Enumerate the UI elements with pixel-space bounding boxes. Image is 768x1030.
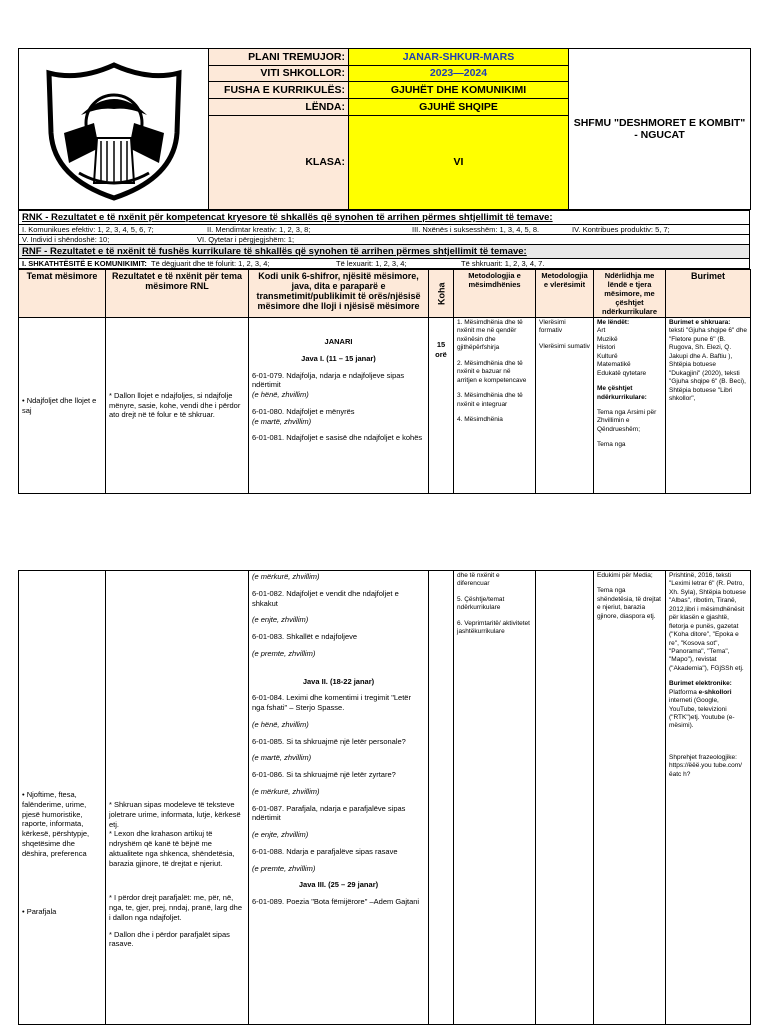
nderlidhja-cell-page-1	[594, 318, 666, 494]
tema-njoftime: • Njoftime, ftesa, falënderime, urime, pjesë humoristike, raporte, informata, kërkesë, përshtypje, shqetësime dhe dëshira, preferenca	[22, 790, 90, 858]
burimet-elektronike	[669, 680, 747, 731]
rnk-individ: V. Individ i shëndoshë: 10;	[22, 235, 110, 244]
rnk-komunikues: I. Komunikues efektiv: 1, 2, 3, 4, 5, 6, 7;	[22, 225, 154, 234]
col-rezultatet: Rezultatet e të nxënit për tema mësimore RNL	[106, 270, 249, 318]
lesson-079	[252, 371, 425, 400]
burimet-cell-page-2	[666, 571, 751, 1025]
rnf-degjuarit: Të dëgjuarit dhe të folurit: 1, 2, 3, 4;	[151, 259, 270, 268]
koha-number: 15	[436, 340, 446, 349]
lesson-085-title: 6-01-085. Si ta shkruajmë një letër personale?	[252, 736, 406, 746]
lenda-label: LËNDA:	[209, 98, 349, 115]
viti-value: 2023—2024	[349, 65, 569, 82]
rnk-kontribues: IV. Kontribues produktiv: 5, 7;	[572, 225, 670, 234]
rez-perdor-parafjalet: * I përdor drejt parafjalët: me, për, në, nga, te, gjer, prej, nndaj, pranë, larg dhe i dallon nga ndajfoljet.	[109, 893, 243, 922]
metodologjia-cell-page-1	[454, 318, 536, 494]
klasa-value: VI	[349, 115, 569, 209]
rnk-line-2	[19, 235, 750, 245]
lesson-081: 6-01-081. Ndajfoljet e sasisë dhe ndajfoljet e kohës	[252, 433, 423, 443]
met-item-4-cont: dhe të nxënit e diferencuar	[457, 572, 500, 588]
plani-value: JANAR-SHKUR-MARS	[349, 49, 569, 66]
week-3-label: Java III. (25 – 29 janar)	[298, 880, 379, 890]
met-item-4: 4. Mësimdhënia	[457, 415, 503, 423]
fusha-label: FUSHA E KURRIKULËS:	[209, 82, 349, 99]
nd-title: Me lëndët:	[597, 319, 630, 326]
col-burimet: Burimet	[666, 270, 751, 318]
lesson-088-title: 6-01-088. Ndarja e parafjalëve sipas rasave	[252, 846, 398, 856]
plan-page-2	[18, 570, 750, 1030]
burimet-text-cont: Prishtinë, 2016, teksti "Leximi letrar 6" (R. Petro, Xh. Syla), Shtëpia botuese "Albas", ribotim, Tiranë, 2012,libri i mësimdhënësit për klasën e gjashtë, fletorja e punës, gazetat ("Koha ditore", "Epoka e re", "Kosova sot", "Panorama", "Tema", "Mapo"), revistat ("Akademia"), FGjSSh etj.	[669, 572, 746, 672]
rnk-qytetar: VI. Qytetar i përgjegjshëm: 1;	[197, 235, 295, 244]
rnf-shkruarit: Të shkruarit: 1, 2, 3, 4, 7.	[461, 259, 545, 268]
plan-table-page-1	[18, 269, 751, 494]
nd-issue-media: Edukimi për Media;	[597, 572, 653, 579]
rezultati-ndajfoljet: * Dallon llojet e ndajfoljes, si ndajfolje mënyre, sasie, kohe, vendi dhe i përdor ato drejt në të folur e të shkruar.	[106, 318, 249, 494]
shprehjet-frazeologjike: Shprehjet frazeologjike: https://ëëë.you tube.com/ëatc h?	[669, 753, 742, 778]
plan-table-page-2	[18, 570, 751, 1025]
col-koha: Koha	[429, 270, 454, 318]
burimet-elektronike-text: interneti (Google, YouTube, televizioni ("RTK")etj. Youtube (e-mësimi).	[669, 697, 735, 730]
nd-issue-1: Tema nga Arsimi për Zhvillimin e Qëndrueshëm;	[597, 408, 657, 433]
burimet-cell-page-1	[666, 318, 751, 494]
col-metodologjia: Metodologjia e mësimdhënies	[454, 270, 536, 318]
nd-subject: Edukatë qytetare	[597, 369, 647, 377]
burimet-text: teksti "Gjuha shqipe 6" dhe "Fletore pune 6" (B. Rugova, Sh. Elezi, Q. Jakupi dhe A. Baftiu ), Shtëpia botuese "Dukagjini" (2020), teksti "Gjuha shqipe 6" (B. Beci), Shtëpia botuese "Libri shkollor",	[669, 327, 747, 402]
nd-subject: Kulturë	[597, 352, 618, 360]
nd-subject: Art	[597, 327, 606, 335]
nderlidhja-cell-page-2	[594, 571, 666, 1025]
col-temat: Temat mësimore	[19, 270, 106, 318]
lesson-088-day: (e premte, zhvillim)	[252, 863, 316, 873]
week-2-label: Java II. (18-22 janar)	[302, 676, 375, 686]
plan-page-1	[18, 48, 750, 528]
lesson-080	[252, 407, 425, 427]
burimet-title: Burimet e shkruara:	[669, 319, 731, 326]
fusha-value: GJUHËT DHE KOMUNIKIMI	[349, 82, 569, 99]
met-item-6: 6. Veprimtaritë/ aktivitetet jashtëkurrikulare	[457, 619, 530, 636]
eshkollori-label: e-shkollori	[698, 688, 732, 696]
klasa-label: KLASA:	[209, 115, 349, 209]
lesson-083-day: (e premte, zhvillim)	[252, 648, 316, 658]
platforma-label: Platforma	[669, 688, 697, 696]
burimet-elektronike-title: Burimet elektronike:	[669, 680, 732, 688]
nd-issue-2: Tema nga	[597, 441, 626, 449]
lesson-085-day: (e martë, zhvillim)	[252, 753, 312, 763]
vleresimi-formativ: Vlerësimi formativ	[539, 319, 566, 335]
rezultati-cell-page-2	[106, 571, 249, 1025]
lesson-083-title: 6-01-083. Shkallët e ndajfoljeve	[252, 632, 358, 641]
rnk-title: RNK - Rezultatet e të nxënit për kompetencat kryesore të shkallës që synohen të arrihen përmes shtjellimit të temave:	[19, 211, 750, 225]
metodologjia-cell-page-2	[454, 571, 536, 1025]
vleresimi-cell	[536, 318, 594, 494]
rnk-line-1	[19, 225, 750, 235]
kodi-cell-page-1	[249, 318, 429, 494]
col-nderlidhja: Ndërlidhja me lëndë e tjera mësimore, me çështjet ndërkurrikulare	[594, 270, 666, 318]
lesson-080-day: (e martë, zhvillim)	[252, 416, 312, 426]
lesson-081-day: (e mërkurë, zhvillim)	[252, 572, 320, 581]
lesson-079-day: (e hënë, zhvillim)	[252, 390, 309, 399]
vleresimi-sumativ: Vlerësimi sumativ	[539, 342, 590, 350]
rez-shkruan: * Shkruan sipas modeleve të teksteve joletrare urime, informata, lutje, kërkesë etj.	[109, 800, 241, 829]
plani-label: PLANI TREMUJOR:	[209, 49, 349, 66]
rez-dallon-parafjalet: * Dallon dhe i përdor parafjalët sipas rasave.	[109, 929, 230, 949]
koha-cell-page-2	[429, 571, 454, 1025]
nd-subject: Muzikë	[597, 335, 618, 343]
header-table	[18, 48, 751, 210]
rnk-nxenes: III. Nxënës i suksesshëm: 1, 3, 4, 5, 8.	[412, 225, 540, 234]
lesson-086-title: 6-01-086. Si ta shkruajmë një letër zyrtare?	[252, 770, 396, 779]
month-label: JANARI	[324, 337, 353, 346]
rnk-table	[18, 210, 750, 269]
rnf-lexuarit: Të lexuarit: 1, 2, 3, 4;	[336, 259, 407, 268]
viti-label: VITI SHKOLLOR:	[209, 65, 349, 82]
nd-subject: Matematikë	[597, 361, 631, 369]
kodi-cell-page-2	[249, 571, 429, 1025]
lesson-084-day: (e hënë, zhvillim)	[252, 719, 309, 729]
col-kodi: Kodi unik 6-shifror, njësitë mësimore, java, dita e paraparë e transmetimit/publikimit të orës/njësisë mësimore dhe lloji i njësisë mësimore	[249, 270, 429, 318]
lesson-087-title: 6-01-087. Parafjala, ndarja e parafjalëve sipas ndërtimit	[252, 803, 406, 823]
rez-lexon: * Lexon dhe krahason artikuj të ndryshëm që kanë të bëjnë me aktualitete nga shkenca, shëndetësia, barazia gjinore, të drejtat e njeriut.	[109, 829, 235, 868]
tema-parafjala: • Parafjala	[22, 907, 57, 917]
shield-emblem-icon	[39, 53, 189, 203]
lesson-079-title: 6-01-079. Ndajfolja, ndarja e ndajfoljeve sipas ndërtimit	[252, 370, 405, 390]
nd-issues-title: Me çështjet ndërkurrikulare:	[597, 385, 647, 401]
rnf-title: RNF - Rezultatet e të nxënit të fushës kurrikulare të shkallës që synohen të arrihen përmes shtjellimit të temave:	[19, 245, 750, 259]
col-vleresimi: Metodologjia e vlerësimit	[536, 270, 594, 318]
school-name: SHFMU "DESHMORET E KOMBIT" - NGUCAT	[569, 49, 751, 210]
rnk-mendimtar: II. Mendimtar kreativ: 1, 2, 3, 8;	[207, 225, 311, 234]
koha-cell	[429, 318, 454, 494]
koha-unit: orë	[435, 349, 447, 359]
rnf-label: I. SHKATHTËSITË E KOMUNIKIMIT:	[22, 259, 147, 268]
lesson-082-day: (e enjte, zhvillim)	[252, 615, 309, 625]
nd-subject: Histori	[597, 344, 616, 352]
lesson-082	[252, 589, 425, 609]
lesson-084-title: 6-01-084. Leximi dhe komentimi i tregimit "Letër nga fshati" – Sterjo Spasse.	[252, 693, 411, 712]
met-item-2: 2. Mësimdhënia dhe të nxënit e bazuar në arritjen e kompetencave	[457, 359, 527, 384]
tema-cell-page-2	[19, 571, 106, 1025]
nd-issue-shendetesia: Tema nga shëndetësia, të drejtat e njeriut, barazia gjinore, diaspora etj.	[597, 587, 661, 620]
lesson-086-day: (e mërkurë, zhvillim)	[252, 786, 320, 796]
lenda-value: GJUHË SHQIPE	[349, 98, 569, 115]
rnf-line	[19, 259, 750, 269]
lesson-080-title: 6-01-080. Ndajfoljet e mënyrës	[252, 406, 355, 416]
met-item-5: 5. Çështje/temat ndërkurrikulare	[457, 595, 505, 612]
lesson-089-title: 6-01-089. Poezia "Bota fëmijërore" –Adem Gajtani	[252, 897, 420, 906]
lesson-087-day: (e enjte, zhvillim)	[252, 830, 309, 839]
school-logo	[19, 49, 209, 210]
lesson-082-title: 6-01-082. Ndajfoljet e vendit dhe ndajfoljet e shkakut	[252, 588, 399, 608]
met-item-3: 3. Mësimdhënia dhe të nxënit e integruar	[457, 392, 523, 408]
met-item-1: 1. Mësimdhënia dhe të nxënit me në qendër nxënësin dhe gjithëpërfshirja	[457, 319, 523, 352]
vleresimi-cell-page-2	[536, 571, 594, 1025]
tema-ndajfoljet: • Ndajfoljet dhe llojet e saj	[19, 318, 106, 494]
week-1-label: Java I. (11 – 15 janar)	[301, 353, 376, 363]
